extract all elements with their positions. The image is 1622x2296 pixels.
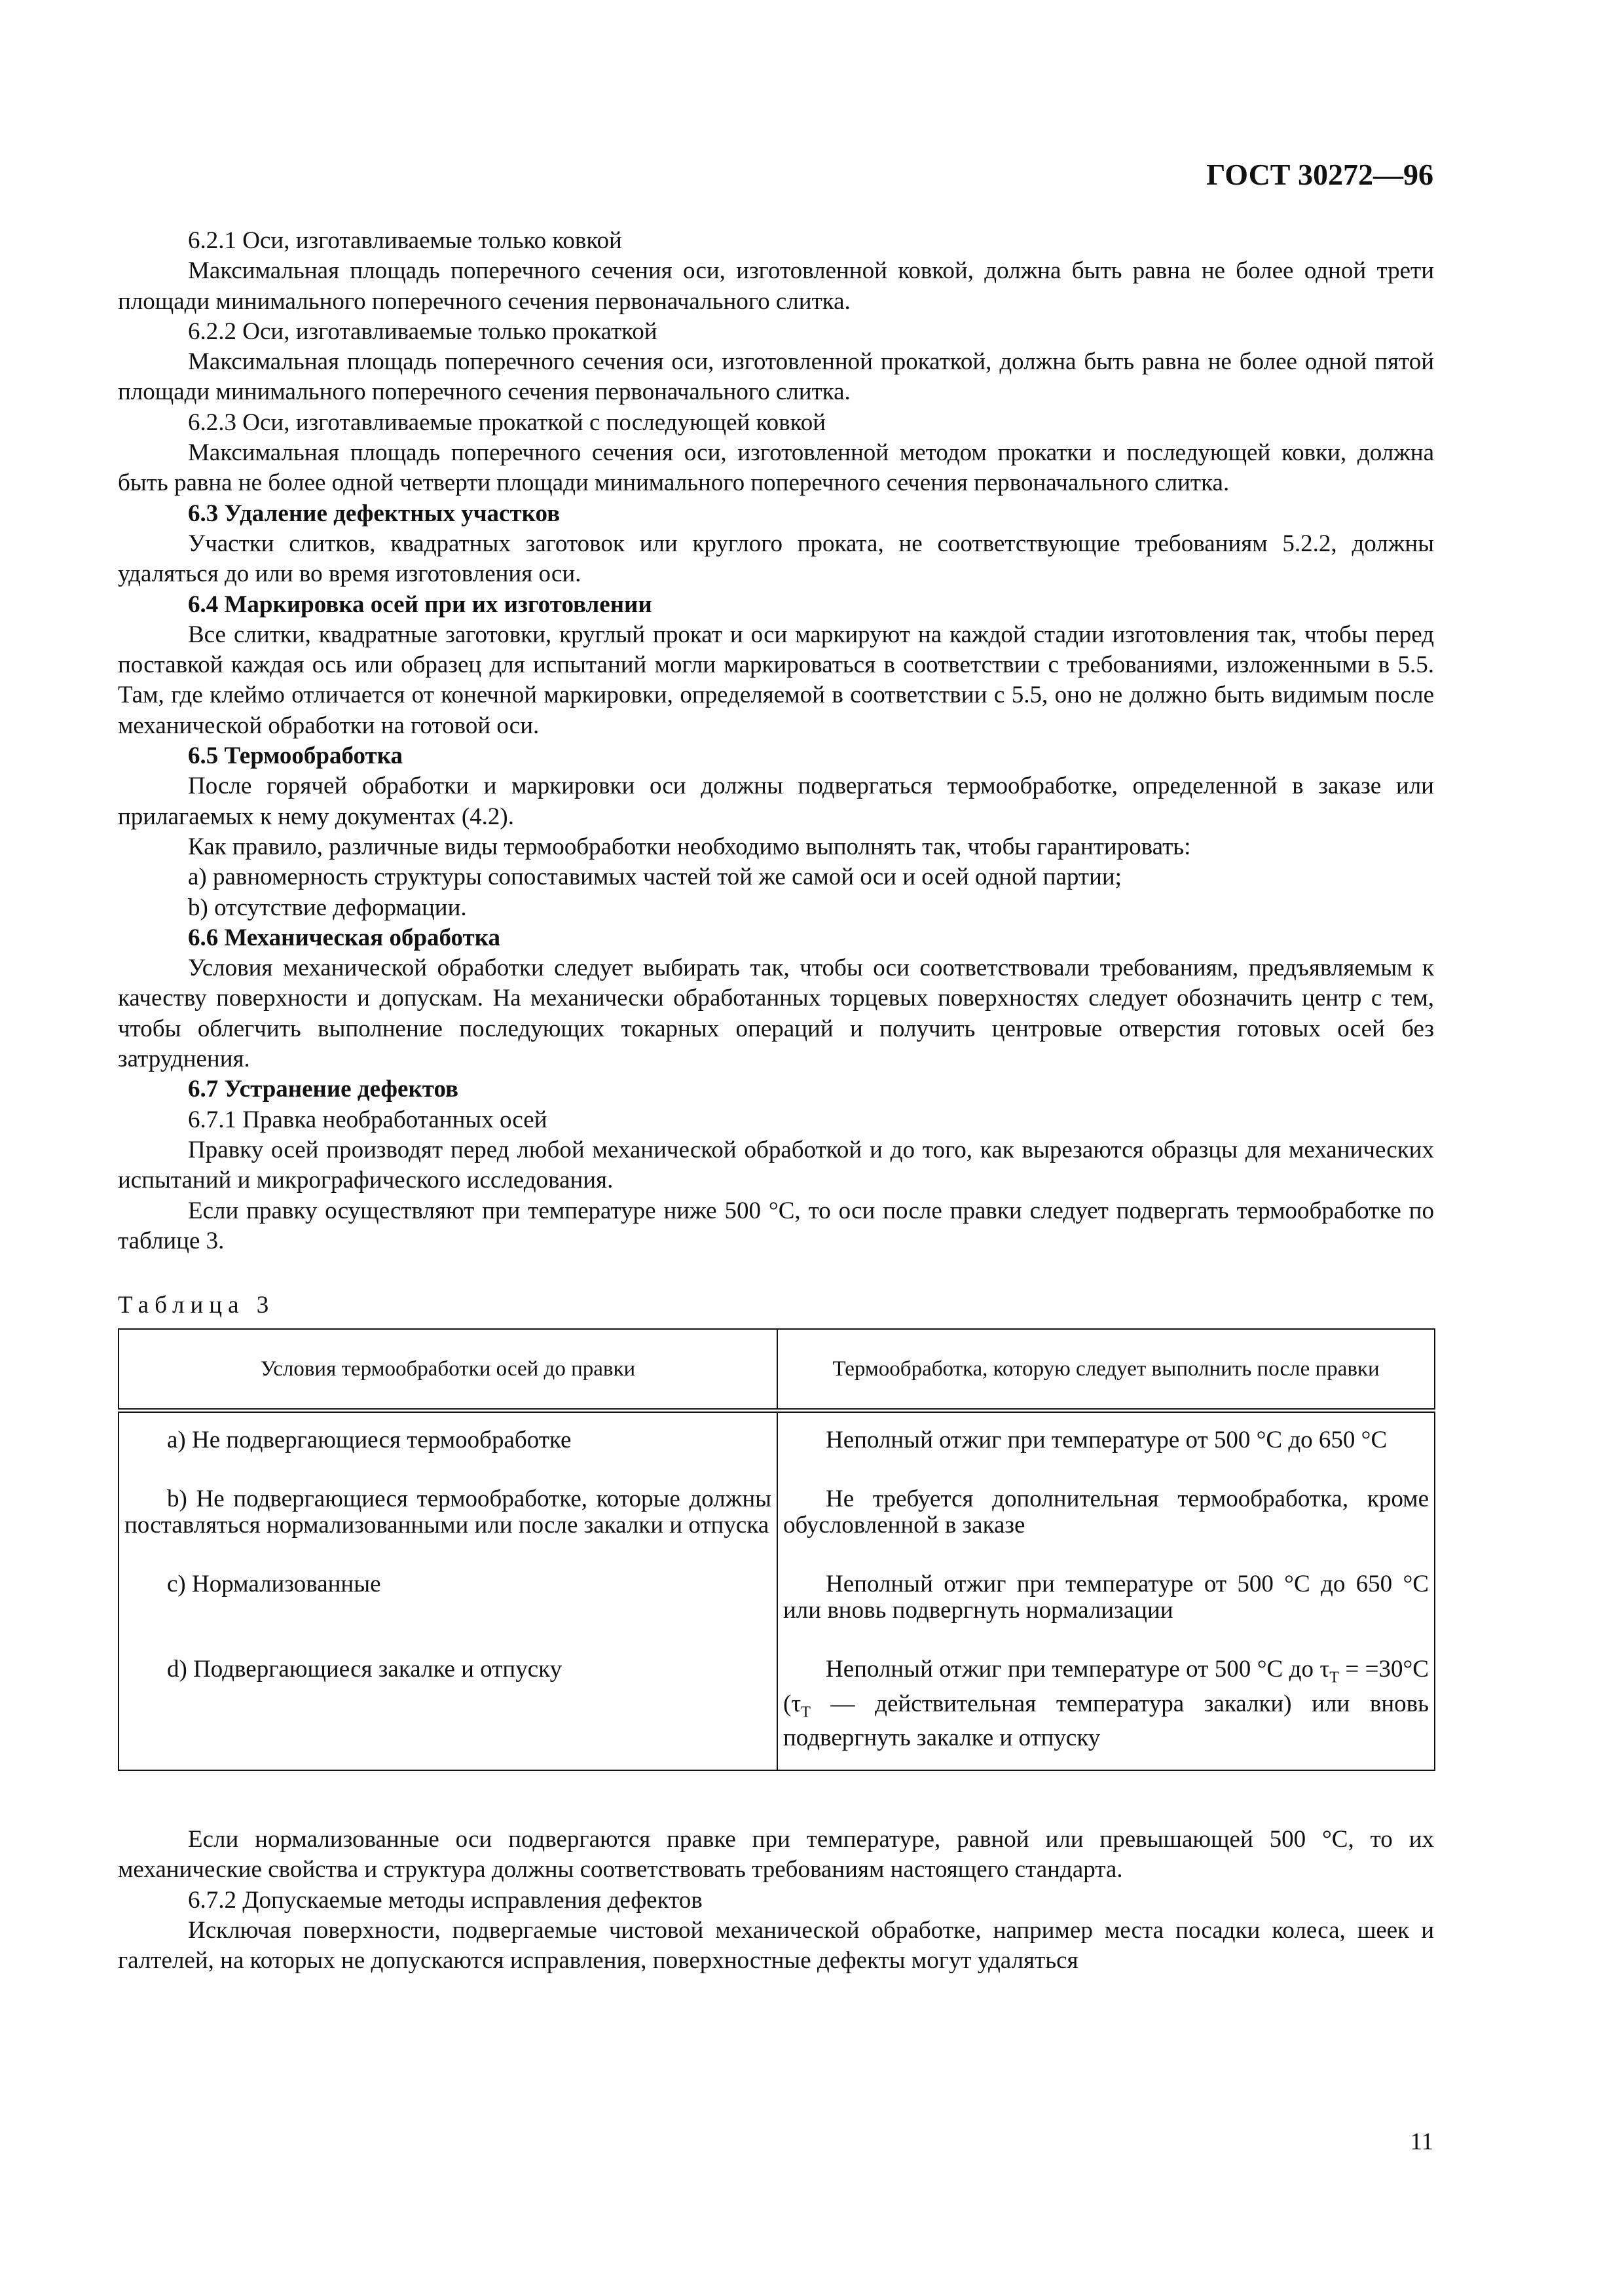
after-table-text <box>118 1825 1434 1976</box>
column-header-treatment: Термообработка, которую следует выполнить после правки <box>777 1329 1435 1411</box>
paragraph: После горячей обработки и маркировки оси должны подвергаться термообработке, определенной в заказе или прилагаемых к нему документах (4.2). <box>118 773 1434 830</box>
section-6-4-heading: 6.4 Маркировка осей при их изготовлении <box>188 591 652 618</box>
section-6-5-heading: 6.5 Термообработка <box>188 742 403 770</box>
paragraph: Правку осей производят перед любой механической обработкой и до того, как вырезаются образцы для механических испытаний и микрографического исследования. <box>118 1136 1434 1194</box>
table-row <box>119 1411 1435 1472</box>
table-cell: а) Не подвергающиеся термообработке <box>167 1427 572 1454</box>
table-cell <box>783 1642 1429 1770</box>
table-row <box>119 1472 1435 1557</box>
clause-6-2-2-title: 6.2.2 Оси, изготавливаемые только прокаткой <box>188 318 657 345</box>
paragraph: Как правило, различные виды термообработки необходимо выполнять так, чтобы гарантировать: <box>188 833 1191 860</box>
table-cell: Неполный отжиг при температуре от 500 °С до 650 °С или вновь подвергнуть нормализации <box>783 1571 1429 1624</box>
document-body <box>118 226 1434 1977</box>
paragraph: Если нормализованные оси подвергаются правке при температуре, равной или превышающей 500 °С, то их механические свойства и структура должны соответствовать требованиям настоящего стандарта. <box>118 1826 1434 1884</box>
table-caption: Таблица 3 <box>118 1292 275 1319</box>
column-header-conditions: Условия термообработки осей до правки <box>119 1329 777 1411</box>
section-6-6-heading: 6.6 Механическая обработка <box>188 924 500 951</box>
paragraph: Исключая поверхности, подвергаемые чистовой механической обработке, например места посадки колеса, шеек и галтелей, на которых не допускаются исправления, поверхностные дефекты могут удаляться <box>118 1917 1434 1975</box>
clause-6-7-1-title: 6.7.1 Правка необработанных осей <box>188 1106 547 1133</box>
page-number: 11 <box>1410 2128 1433 2155</box>
paragraph: Максимальная площадь поперечного сечения оси, изготовленной ковкой, должна быть равна не более одной трети площади минимального поперечного сечения первоначального слитка. <box>118 257 1434 315</box>
section-6-7-heading: 6.7 Устранение дефектов <box>188 1076 459 1103</box>
clause-6-2-1-title: 6.2.1 Оси, изготавливаемые только ковкой <box>188 227 622 254</box>
paragraph: Участки слитков, квадратных заготовок или круглого проката, не соответствующие требованиям 5.2.2, должны удаляться до или во время изготовления оси. <box>118 530 1434 588</box>
paragraph: Если правку осуществляют при температуре ниже 500 °С, то оси после правки следует подвергать термообработке по таблице 3. <box>118 1197 1434 1254</box>
clause-6-2-3-title: 6.2.3 Оси, изготавливаемые прокаткой с последующей ковкой <box>188 409 826 436</box>
section-6-3-heading: 6.3 Удаление дефектных участков <box>188 500 561 527</box>
subscript: Т <box>801 1704 811 1721</box>
table-cell: Не требуется дополнительная термообработка, кроме обусловленной в заказе <box>783 1485 1429 1539</box>
paragraph: Максимальная площадь поперечного сечения оси, изготовленной методом прокатки и последующей ковки, должна быть равна не более одной четверти площади минимального поперечного сечения первоначального слитка. <box>118 439 1434 497</box>
table-cell: Неполный отжиг при температуре от 500 °С до 650 °С <box>826 1427 1388 1454</box>
table-header-row <box>119 1329 1435 1411</box>
cell-text: — действительная температура закалки) или вновь подвергнуть закалке и отпуску <box>783 1690 1429 1752</box>
cell-text: Неполный отжиг при температуре от 500 °С до τ <box>826 1656 1330 1683</box>
table-cell: с) Нормализованные <box>167 1571 381 1598</box>
table-3 <box>118 1328 1435 1771</box>
table-row <box>119 1557 1435 1642</box>
clause-6-7-2-title: 6.7.2 Допускаемые методы исправления дефектов <box>188 1886 703 1914</box>
table-cell: b) Не подвергающиеся термообработке, которые должны поставляться нормализованными или после закалки и отпуска <box>124 1485 771 1539</box>
document-id-header: ГОСТ 30272—96 <box>1206 158 1433 191</box>
table-row <box>119 1642 1435 1770</box>
list-item: b) отсутствие деформации. <box>188 894 467 921</box>
cell-text: = =30°С (τ <box>783 1656 1429 1717</box>
subscript: Т <box>1329 1669 1339 1686</box>
paragraph: Все слитки, квадратные заготовки, круглый прокат и оси маркируют на каждой стадии изготовления так, чтобы перед поставкой каждая ось или образец для испытаний могли маркироваться в соответствии с требованиями, изложенными в 5.5. Там, где клеймо отличается от конечной маркировки, определяемой в соответствии с 5.5, оно не должно быть видимым после механической обработки на готовой оси. <box>118 621 1434 739</box>
table-cell: d) Подвергающиеся закалке и отпуску <box>167 1656 562 1683</box>
paragraph: Максимальная площадь поперечного сечения оси, изготовленной прокаткой, должна быть равна не более одной пятой площади минимального поперечного сечения первоначального слитка. <box>118 348 1434 406</box>
paragraph: Условия механической обработки следует выбирать так, чтобы оси соответствовали требованиям, предъявляемым к качеству поверхности и допускам. На механически обработанных торцевых поверхностях следует обозначить центр с тем, чтобы облегчить выполнение последующих токарных операций и получить центровые отверстия готовых осей без затруднения. <box>118 955 1434 1073</box>
list-item: а) равномерность структуры сопоставимых частей той же самой оси и осей одной партии; <box>188 864 1122 891</box>
